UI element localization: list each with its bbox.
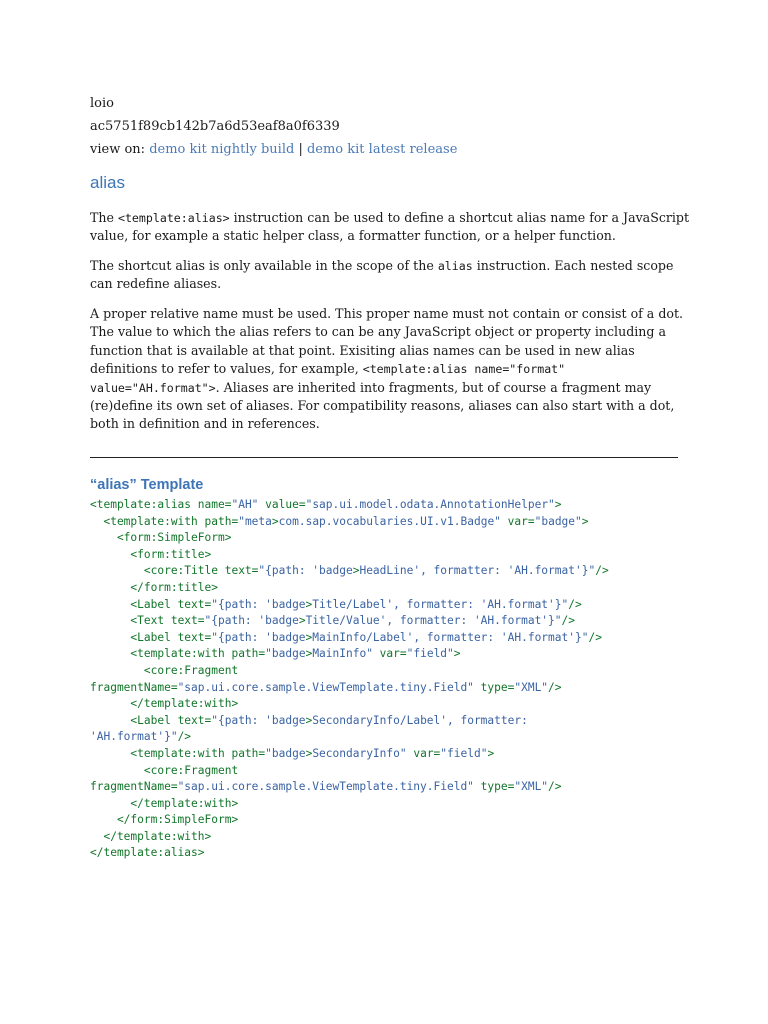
code-token: <Label — [90, 713, 178, 727]
code-token: </form:SimpleForm> — [90, 813, 239, 827]
code-token: <form:title> — [90, 547, 212, 561]
code-line — [90, 713, 690, 730]
code-token: <core:Fragment — [90, 763, 239, 777]
code-token: > — [581, 514, 589, 528]
code-token: </template:alias> — [90, 846, 205, 860]
code-token: value= — [258, 498, 306, 511]
code-token: > — [453, 647, 461, 661]
code-token: HeadLine', formatter: 'AH.format'}" — [359, 564, 596, 578]
paragraph-text: . Aliases are inherited into fragments, but of course a fragment may (re)define its own set of aliases. For compatibility reasons, aliases can also start with a dot, both in definition and in references. — [90, 379, 675, 432]
code-line — [90, 497, 690, 514]
code-token: "sap.ui.core.sample.ViewTemplate.tiny.Field" — [177, 780, 474, 794]
loio-label: loio — [90, 96, 114, 111]
code-token: "sap.ui.core.sample.ViewTemplate.tiny.Field" — [177, 680, 474, 694]
code-token: </template:with> — [90, 829, 212, 843]
code-token: > — [305, 713, 313, 727]
code-token: <Text — [90, 614, 171, 628]
inline-code: <template:alias name="format" value="AH.format"> — [90, 362, 566, 395]
code-token: com.sap.vocabularies.UI.v1.Badge" — [278, 514, 501, 528]
paragraph-naming — [90, 305, 690, 434]
code-token: SecondaryInfo/Label', formatter: — [312, 713, 528, 727]
code-token: 'AH.format'}" — [90, 730, 178, 744]
code-token: type= — [473, 780, 515, 794]
paragraph-text: instruction can be used to define a shortcut alias name for a JavaScript value, for example a static helper class, a formatter function, or a helper function. — [90, 210, 690, 244]
paragraph-text: The — [90, 210, 118, 225]
code-token: "{path: 'badge — [211, 597, 306, 611]
code-token: <template:alias — [90, 498, 198, 511]
code-token: > — [305, 597, 313, 611]
link-demo-kit-latest[interactable]: demo kit latest release — [306, 142, 458, 157]
code-line — [90, 845, 690, 862]
code-token: Title/Value', formatter: 'AH.format'}" — [305, 614, 562, 628]
code-token: SecondaryInfo" — [312, 746, 407, 760]
code-token: "sap.ui.model.odata.AnnotationHelper" — [305, 498, 555, 511]
code-token: </template:with> — [90, 796, 239, 810]
code-token: text= — [170, 614, 205, 628]
code-token: Title/Label', formatter: 'AH.format'}" — [312, 597, 569, 611]
code-line — [90, 680, 690, 697]
section-divider — [90, 457, 678, 458]
code-line — [90, 646, 690, 663]
paragraph-scope — [90, 257, 690, 294]
code-token: fragmentName= — [90, 680, 178, 694]
code-token: /> — [548, 780, 562, 794]
link-separator: | — [298, 142, 303, 157]
code-line — [90, 630, 690, 647]
code-token: <template:with — [90, 514, 205, 528]
code-line — [90, 763, 690, 780]
code-token: <template:with — [90, 746, 232, 760]
code-token: <Label — [90, 630, 178, 644]
code-token: > — [487, 746, 495, 760]
code-token: /> — [588, 630, 602, 644]
code-line — [90, 563, 690, 580]
code-line — [90, 663, 690, 680]
code-token: "badge — [265, 746, 306, 760]
code-line — [90, 613, 690, 630]
code-token: "XML" — [514, 780, 549, 794]
page-title: alias — [90, 173, 125, 192]
code-token: text= — [177, 713, 212, 727]
code-token: "field" — [440, 746, 488, 760]
code-token: /> — [595, 564, 609, 578]
code-line — [90, 796, 690, 813]
code-line — [90, 812, 690, 829]
code-token: "{path: 'badge — [258, 564, 353, 578]
code-token: > — [298, 614, 306, 628]
code-token: > — [305, 746, 313, 760]
code-token: "XML" — [514, 680, 549, 694]
paragraph-text: The shortcut alias is only available in the scope of the — [90, 258, 438, 273]
paragraph-intro — [90, 209, 690, 246]
code-token: name= — [197, 498, 232, 511]
code-token: </template:with> — [90, 697, 239, 711]
code-line — [90, 580, 690, 597]
code-token: "{path: 'badge — [204, 614, 299, 628]
code-token: > — [271, 514, 279, 528]
loio-id: ac5751f89cb142b7a6d53eaf8a0f6339 — [90, 119, 340, 134]
code-line — [90, 829, 690, 846]
code-token: text= — [224, 564, 259, 578]
code-token: "{path: 'badge — [211, 713, 306, 727]
code-token: <template:with — [90, 647, 232, 661]
code-token: MainInfo" — [312, 647, 373, 661]
code-token: var= — [500, 514, 535, 528]
code-token: > — [352, 564, 360, 578]
code-token: > — [305, 647, 313, 661]
code-line — [90, 547, 690, 564]
code-token: MainInfo/Label', formatter: 'AH.format'}" — [312, 630, 589, 644]
code-token: /> — [177, 730, 192, 744]
code-token: "field" — [406, 647, 454, 661]
code-token: /> — [548, 680, 562, 694]
code-token: "badge" — [534, 514, 582, 528]
paragraph-text: A proper relative name must be used. This proper name must not contain or consist of a dot. The value to which the alias refers to can be any JavaScript object or property including a function that is available at that point. Exisiting alias names can be used in new alias definitions to refer to values, for example, — [90, 306, 684, 377]
paragraph-text: instruction. Each nested scope can redefine aliases. — [90, 258, 674, 292]
code-token: <Label — [90, 597, 178, 611]
code-line — [90, 729, 690, 746]
code-token: path= — [231, 746, 266, 760]
code-token: "meta — [238, 514, 272, 528]
code-line — [90, 779, 690, 796]
code-token: > — [305, 630, 313, 644]
code-line — [90, 696, 690, 713]
code-token: </form:title> — [90, 580, 218, 594]
link-demo-kit-nightly[interactable]: demo kit nightly build — [149, 142, 295, 157]
code-block — [90, 497, 690, 862]
code-token: path= — [231, 647, 266, 661]
code-token: "{path: 'badge — [211, 630, 306, 644]
code-block-title: “alias” Template — [90, 477, 204, 493]
code-line — [90, 597, 690, 614]
code-token: fragmentName= — [90, 780, 178, 794]
code-token: "badge — [265, 647, 306, 661]
code-token: <form:SimpleForm> — [90, 531, 232, 545]
code-token: var= — [406, 746, 441, 760]
code-token: text= — [177, 630, 212, 644]
code-token: "AH" — [231, 498, 259, 511]
code-token: path= — [204, 514, 239, 528]
code-token: type= — [473, 680, 515, 694]
code-token: /> — [561, 614, 575, 628]
code-token: > — [554, 498, 562, 511]
code-token: text= — [177, 597, 212, 611]
code-token: <core:Title — [90, 564, 225, 578]
code-line — [90, 514, 690, 531]
code-token: var= — [372, 647, 407, 661]
code-line — [90, 746, 690, 763]
view-on-label: view on: — [90, 142, 146, 157]
code-line — [90, 530, 690, 547]
inline-code: <template:alias> — [117, 211, 230, 225]
code-token: /> — [568, 597, 582, 611]
code-token: <core:Fragment — [90, 663, 239, 677]
view-on-line — [90, 141, 457, 159]
inline-code: alias — [437, 259, 473, 273]
